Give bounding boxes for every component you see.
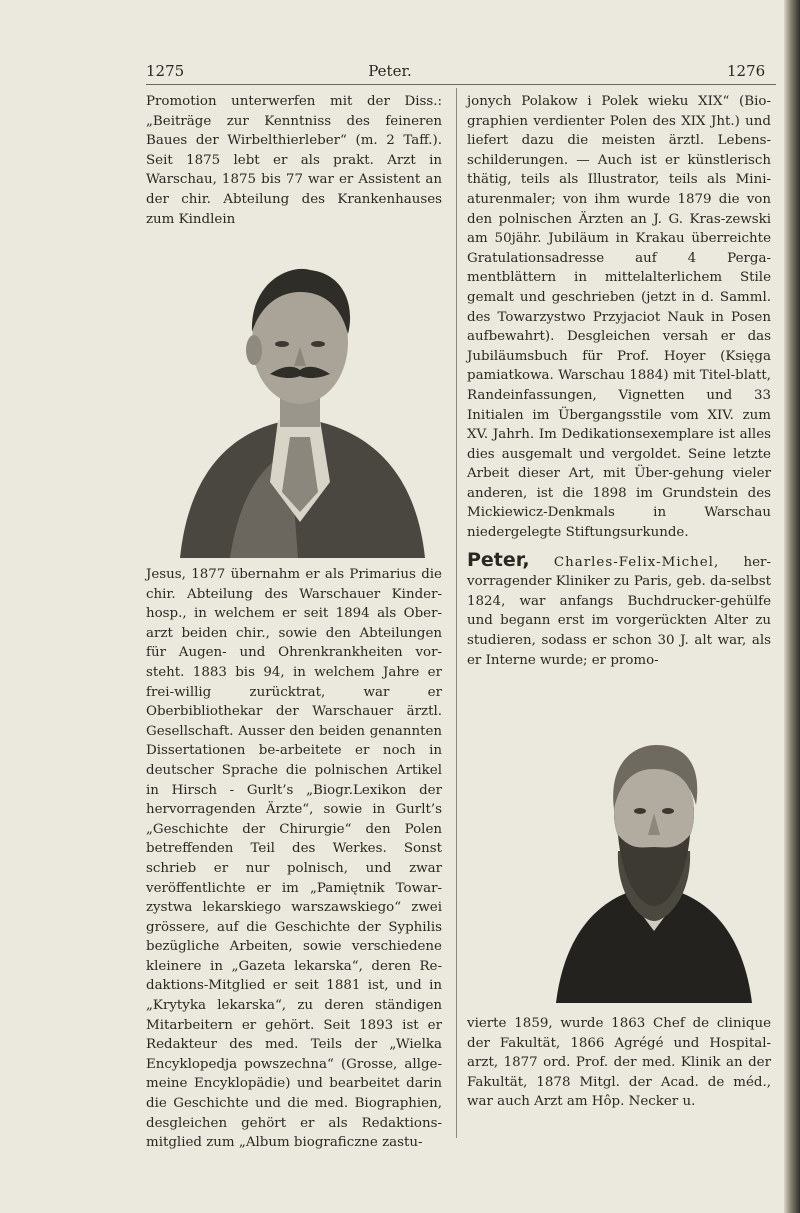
portrait-figure-1 xyxy=(170,262,430,558)
left-column-top-text xyxy=(146,92,442,229)
portrait-figure-2 xyxy=(556,731,752,1003)
header-rule xyxy=(146,84,776,85)
right-column-top-text xyxy=(467,92,771,670)
portrait-mustached-man-image xyxy=(170,262,430,558)
column-divider xyxy=(456,88,457,1138)
page-number-left: 1275 xyxy=(146,62,185,80)
right-column-bottom-text xyxy=(467,1014,771,1112)
entry-given-names: Charles-Felix-Michel, xyxy=(553,554,720,570)
entry-peter xyxy=(467,548,771,671)
portrait-bearded-man-image xyxy=(556,731,752,1003)
page-edge-shadow xyxy=(784,0,800,1213)
left-column-bottom-text xyxy=(146,565,442,1153)
running-title: Peter. xyxy=(368,62,412,80)
running-header xyxy=(0,62,780,84)
paragraph: Jesus, 1877 übernahm er als Primarius die chir. Abteilung des Warschauer Kinder-hosp., in welchem er seit 1894 als Ober-arzt beiden chir., sowie den Abteilungen für Augen- und Ohrenkrankheiten vor-steht. 1883 bis 94, in welchem Jahre er frei-willig zurücktrat, war er Oberbibliothekar der Warschauer ärztl. Gesellschaft. Ausser den beiden genannten Dissertationen be-arbeitete er noch in deutscher Sprache die polnischen Artikel in Hirsch - Gurlt’s „Biogr.Lexikon der hervorragenden Ärzte“, sowie in Gurlt’s „Geschichte der Chirurgie“ den Polen betreffenden Teil des Werkes. Sonst schrieb er nur polnisch, und zwar veröffentlichte er im „Pamiętnik Towar-zystwa lekarskiego warszawskiego“ zwei grössere, auf die Geschichte der Syphilis bezügliche Arbeiten, sowie verschiedene kleinere in „Gazeta lekarska“, deren Re-daktions-Mitglied er seit 1881 ist, und in „Krytyka lekarska“, zu deren ständigen Mitarbeitern er gehört. Seit 1893 ist er Redakteur des med. Teils der „Wielka Encyklopedja powszechna“ (Grosse, allge-meine Encyklopädie) und bearbeitet darin die Geschichte und die med. Biographien, desgleichen gehört er als Redaktions-mitglied zum „Album biograficzne zastu- xyxy=(146,567,442,1151)
entry-heading-name: Peter, xyxy=(467,548,530,571)
entry-body: her-vorragender Kliniker zu Paris, geb. da-selbst 1824, war anfangs Buchdrucker-gehülfe und begann erst im vorgerückten Alter zu studieren, sodass er schon 30 J. alt war, als er Interne wurde; er promo- xyxy=(467,554,771,668)
paragraph: jonych Polakow i Polek wieku XIX“ (Bio-graphien verdienter Polen des XIX Jht.) und liefert dazu die meisten ärztl. Lebens-schilderungen. — Auch ist er künstlerisch thätig, teils als Illustrator, teils als Mini-aturenmaler; von ihm wurde 1879 die von den polnischen Ärzten an J. G. Kras-zewski am 50jähr. Jubiläum in Krakau überreichte Gratulationsadresse auf 4 Perga-mentblättern in mittelalterlichem Stile gemalt und geschrieben (jetzt in d. Samml. des Towarzystwo Przyjaciot Nauk in Posen aufbewahrt). Desgleichen versah er das Jubiläumsbuch für Prof. Hoyer (Księga pamiatkowa. Warschau 1884) mit Titel-blatt, Randeinfassungen, Vignetten und 33 Initialen im Übergangsstile vom XIV. zum XV. Jahrh. Im Dedikationsexemplare ist alles dies ausgemalt und vergoldet. Seine letzte Arbeit dieser Art, mit Über-gehung vieler anderen, ist die 1898 im Grundstein des Mickiewicz-Denkmals in Warschau niedergelegte Stiftungsurkunde. xyxy=(467,94,771,541)
paragraph: vierte 1859, wurde 1863 Chef de clinique der Fakultät, 1866 Agrégé und Hospital-arzt, 1877 ord. Prof. der med. Klinik an der Fakultät, 1878 Mitgl. der Acad. de méd., war auch Arzt am Hôp. Necker u. xyxy=(467,1016,771,1110)
paragraph: Promotion unterwerfen mit der Diss.: „Beiträge zur Kenntniss des feineren Baues der Wirbelthierleber“ (m. 2 Taff.). Seit 1875 lebt er als prakt. Arzt in Warschau, 1875 bis 77 war er Assistent an der chir. Abteilung des Krankenhauses zum Kindlein xyxy=(146,94,442,227)
page-number-right: 1276 xyxy=(727,62,766,80)
